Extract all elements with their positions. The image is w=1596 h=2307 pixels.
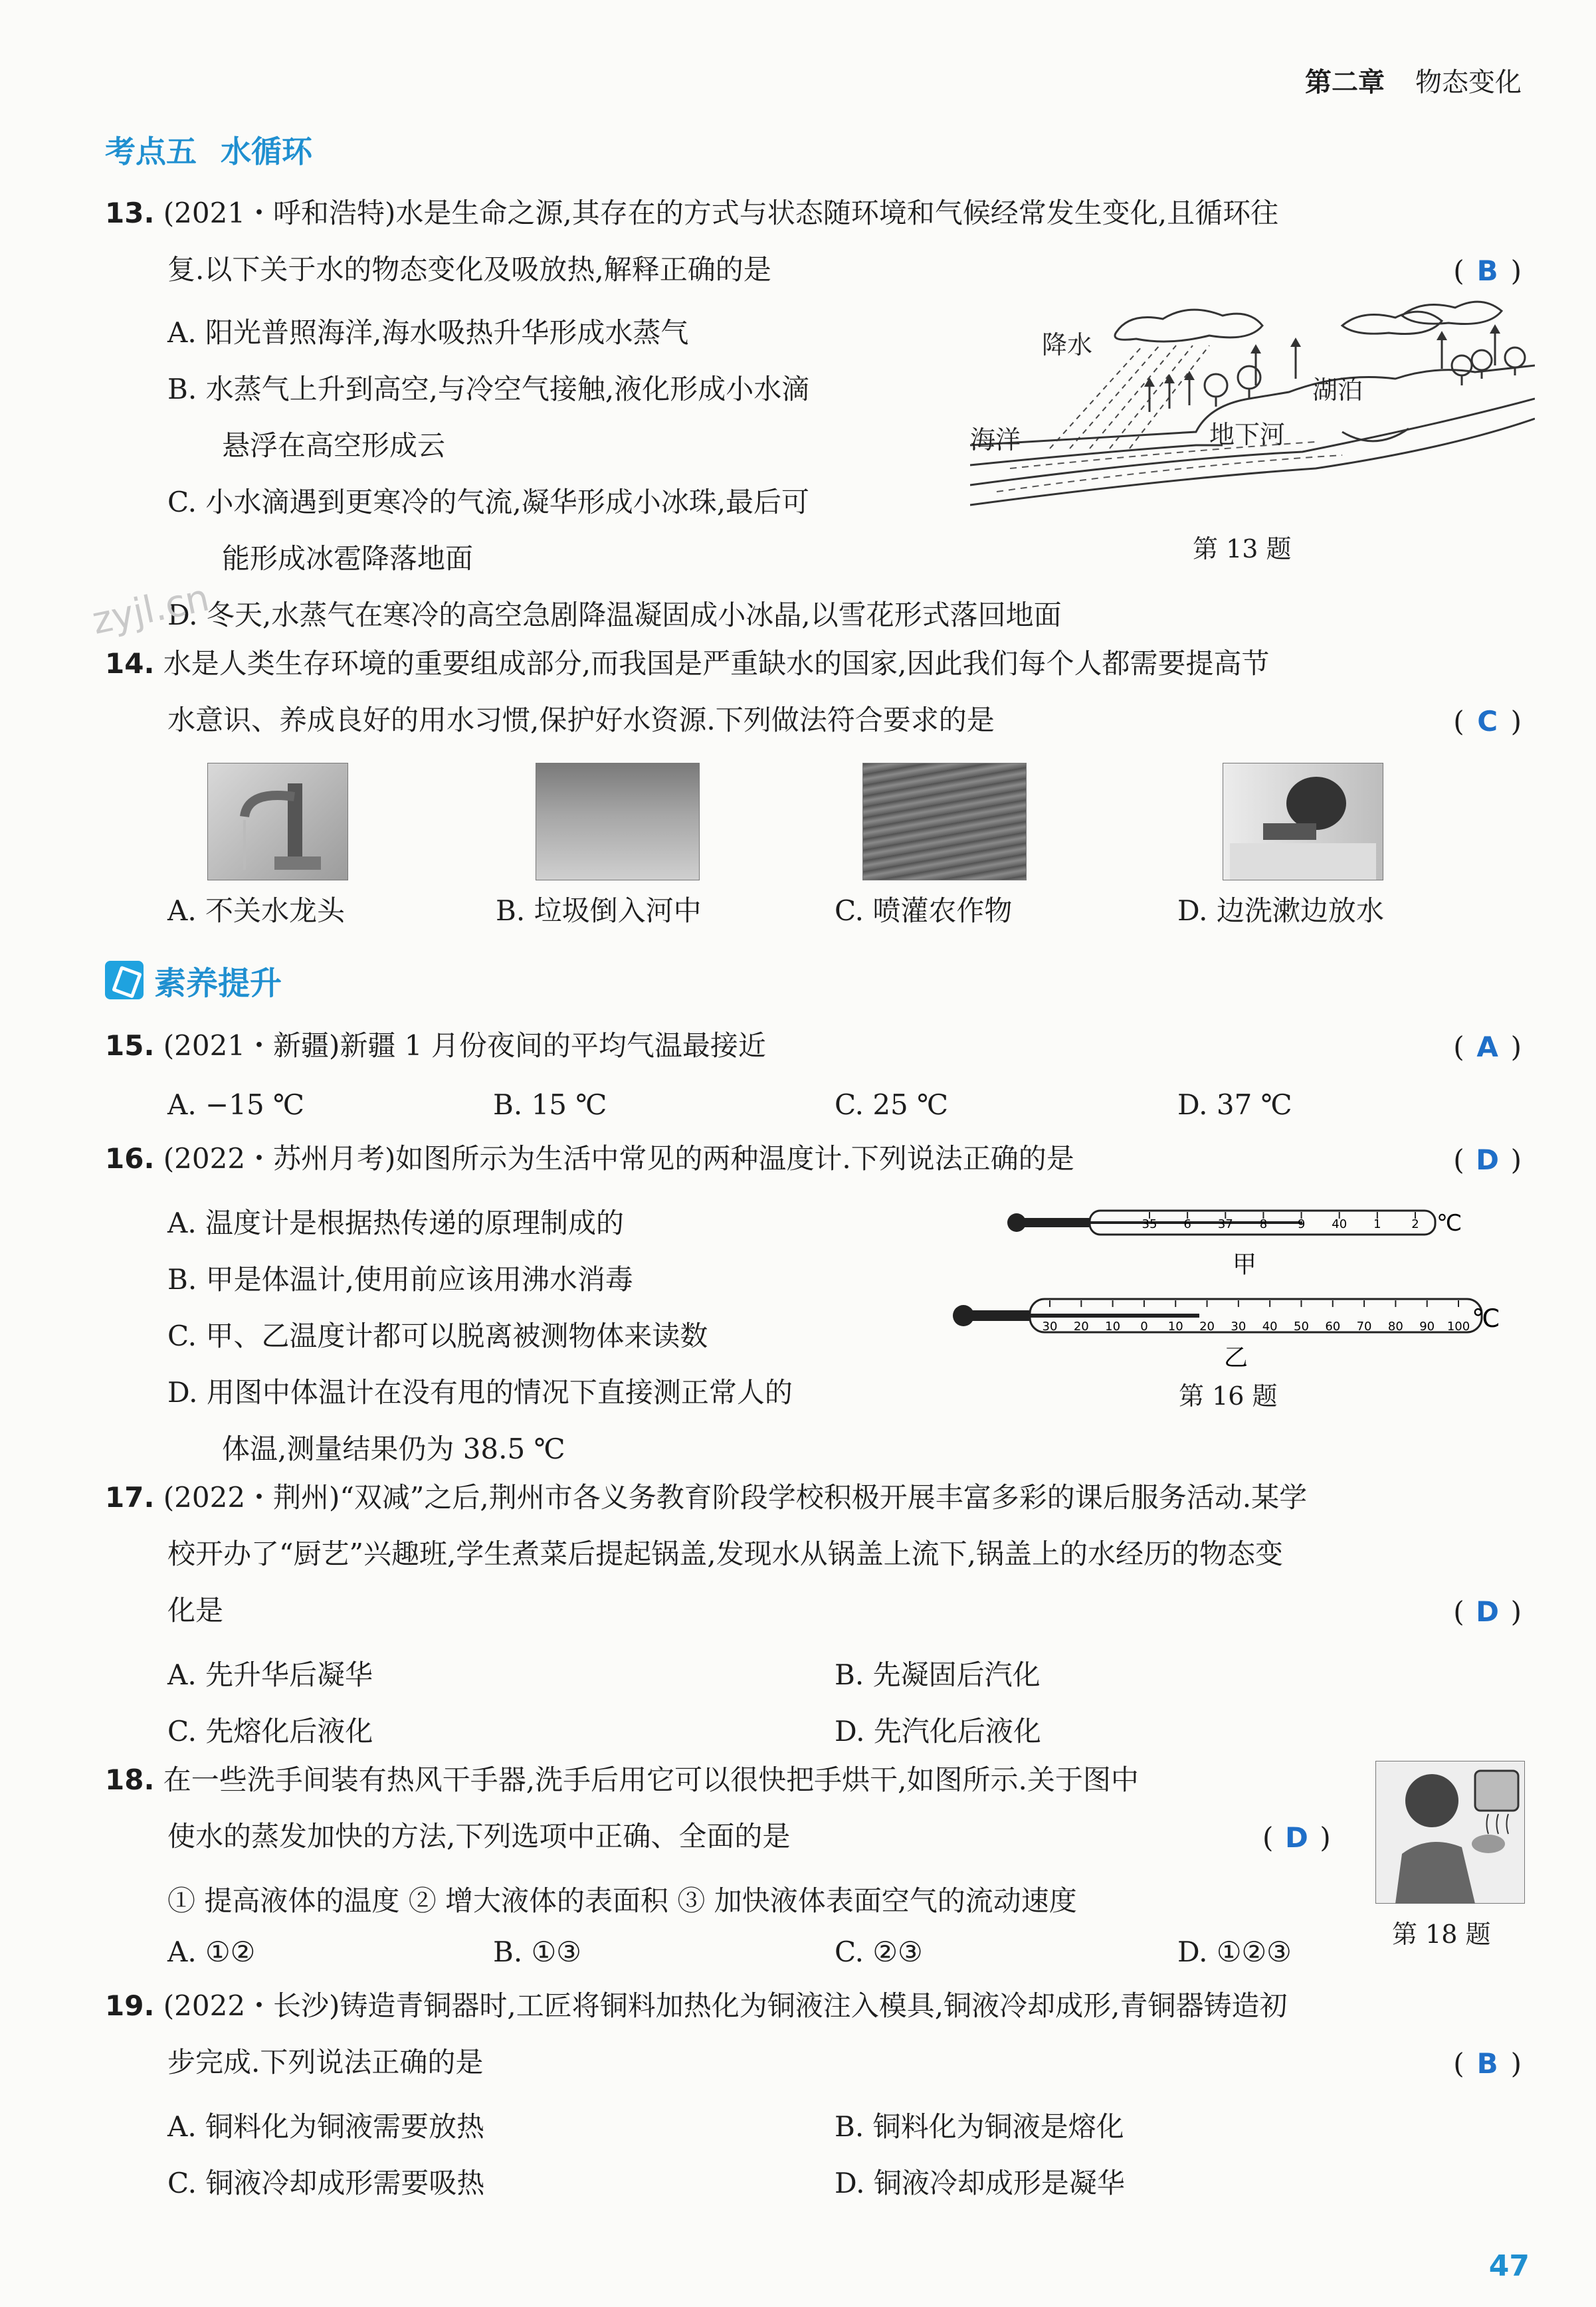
q19-option-b: B. 铜料化为铜液是熔化 bbox=[835, 2110, 1124, 2143]
q13-answer: ( B ) bbox=[1453, 254, 1522, 287]
section-title-water-cycle bbox=[105, 128, 312, 171]
q15-answer-letter: A bbox=[1476, 1031, 1498, 1063]
q14-answer-letter: C bbox=[1477, 705, 1498, 738]
q14-option-a: A. 不关水龙头 bbox=[167, 894, 346, 927]
hand-dryer-illustration bbox=[1375, 1761, 1525, 1904]
thermometer-jia bbox=[1007, 1210, 1462, 1278]
q13-option-c-cont: 能形成冰雹降落地面 bbox=[222, 542, 474, 575]
thermometer-yi bbox=[953, 1299, 1500, 1371]
thermometer-jia-tick-label: 1 bbox=[1373, 1217, 1381, 1231]
unit-yi: ℃ bbox=[1472, 1304, 1500, 1333]
q17-stem-line3: 化是 bbox=[167, 1594, 224, 1627]
photo-washing-running-water bbox=[1223, 763, 1383, 880]
q16-text: (2022・苏州月考)如图所示为生活中常见的两种温度计.下列说法正确的是 bbox=[163, 1142, 1074, 1175]
q17-text1: (2022・荆州)“双减”之后,荆州市各义务教育阶段学校积极开展丰富多彩的课后服务活动.某学 bbox=[163, 1481, 1308, 1514]
q19-option-c: C. 铜液冷却成形需要吸热 bbox=[167, 2167, 485, 2199]
thermometer-yi-tick-label: 50 bbox=[1294, 1320, 1309, 1334]
q13-option-c: C. 小水滴遇到更寒冷的气流,凝华形成小冰珠,最后可 bbox=[167, 486, 810, 518]
thermometer-jia-tick-label: 2 bbox=[1411, 1217, 1419, 1231]
q18-option-a: A. ①② bbox=[167, 1936, 256, 1968]
unit-jia: ℃ bbox=[1437, 1210, 1462, 1237]
q17-answer: ( D ) bbox=[1453, 1595, 1522, 1628]
thermometer-yi-tick-label: 20 bbox=[1073, 1320, 1089, 1334]
q13-caption: 第 13 题 bbox=[1193, 534, 1292, 563]
q19-answer: ( B ) bbox=[1453, 2047, 1522, 2080]
q18-answer-letter: D bbox=[1284, 1821, 1308, 1854]
q16-answer-letter: D bbox=[1476, 1144, 1500, 1176]
thermometer-yi-tick-label: 80 bbox=[1387, 1320, 1403, 1334]
q19-option-d: D. 铜液冷却成形是凝华 bbox=[835, 2167, 1125, 2199]
q14-text1: 水是人类生存环境的重要组成部分,而我国是严重缺水的国家,因此我们每个人都需要提高节 bbox=[163, 647, 1270, 680]
label-underground-river: 地下河 bbox=[1209, 420, 1286, 449]
q13-option-b-cont: 悬浮在高空形成云 bbox=[222, 429, 446, 462]
q16-option-d: D. 用图中体温计在没有甩的情况下直接测正常人的 bbox=[167, 1376, 793, 1409]
label-lake: 湖泊 bbox=[1312, 375, 1363, 405]
q15-number: 15. bbox=[105, 1029, 155, 1062]
watermark: zyjl.cn bbox=[88, 576, 213, 643]
section-name: 水循环 bbox=[221, 134, 312, 169]
thermometer-yi-tick-label: 0 bbox=[1140, 1320, 1148, 1334]
q14-option-c: C. 喷灌农作物 bbox=[835, 894, 1013, 927]
photo-river-garbage bbox=[536, 763, 700, 880]
label-yi: 乙 bbox=[1224, 1344, 1248, 1371]
page-header bbox=[1305, 61, 1522, 99]
q18-number: 18. bbox=[105, 1763, 155, 1796]
q14-option-b: B. 垃圾倒入河中 bbox=[496, 894, 702, 927]
q15-option-b: B. 15 ℃ bbox=[493, 1088, 607, 1121]
thermometer-jia-tick-label: 35 bbox=[1142, 1217, 1157, 1231]
q15-stem bbox=[105, 1029, 766, 1062]
q16-answer: ( D ) bbox=[1453, 1144, 1522, 1176]
q15-text: (2021・新疆)新疆 1 月份夜间的平均气温最接近 bbox=[163, 1029, 766, 1062]
thermometer-yi-tick-label: 20 bbox=[1199, 1320, 1215, 1334]
q19-stem-line1 bbox=[105, 1989, 1288, 2022]
q17-option-d: D. 先汽化后液化 bbox=[835, 1715, 1041, 1748]
q19-text1: (2022・长沙)铸造青铜器时,工匠将铜料加热化为铜液注入模具,铜液冷却成形,青铜器铸造初 bbox=[163, 1989, 1288, 2022]
chapter-title: 物态变化 bbox=[1415, 67, 1522, 98]
q14-number: 14. bbox=[105, 647, 155, 680]
q17-answer-letter: D bbox=[1476, 1595, 1500, 1628]
q18-statements: ① 提高液体的温度 ② 增大液体的表面积 ③ 加快液体表面空气的流动速度 bbox=[167, 1884, 1077, 1917]
q13-number: 13. bbox=[105, 197, 155, 229]
q14-stem-line2: 水意识、养成良好的用水习惯,保护好水资源.下列做法符合要求的是 bbox=[167, 704, 995, 736]
q18-stem-line1 bbox=[105, 1763, 1139, 1796]
q17-stem-line1 bbox=[105, 1481, 1308, 1514]
water-cycle-diagram bbox=[970, 299, 1535, 518]
q13-stem-line1 bbox=[105, 199, 1278, 227]
thermometer-yi-tick-label: 40 bbox=[1262, 1320, 1278, 1334]
page-number: 47 bbox=[1488, 2249, 1530, 2283]
thermometer-jia-tick-label: 6 bbox=[1183, 1217, 1191, 1231]
q19-answer-letter: B bbox=[1476, 2047, 1498, 2080]
q17-option-b: B. 先凝固后汽化 bbox=[835, 1658, 1041, 1691]
chapter-label: 第二章 bbox=[1305, 67, 1385, 98]
section-literacy-title: 素养提升 bbox=[154, 964, 282, 1002]
q15-answer: ( A ) bbox=[1453, 1031, 1522, 1063]
photo-sprinkler-irrigation bbox=[862, 763, 1027, 880]
q17-option-c: C. 先熔化后液化 bbox=[167, 1715, 373, 1748]
q17-stem-line2: 校开办了“厨艺”兴趣班,学生煮菜后提起锅盖,发现水从锅盖上流下,锅盖上的水经历的物态变 bbox=[167, 1538, 1283, 1570]
q14-stem-line1 bbox=[105, 647, 1270, 680]
thermometer-jia-tick-label: 37 bbox=[1217, 1217, 1233, 1231]
photo-faucet bbox=[207, 763, 348, 880]
q16-option-a: A. 温度计是根据热传递的原理制成的 bbox=[167, 1207, 625, 1239]
q14-answer: ( C ) bbox=[1453, 705, 1522, 738]
thermometer-jia-tick-label: 40 bbox=[1332, 1217, 1347, 1231]
section-number: 考点五 bbox=[105, 134, 197, 169]
q13-option-a: A. 阳光普照海洋,海水吸热升华形成水蒸气 bbox=[167, 316, 689, 349]
q18-option-c: C. ②③ bbox=[835, 1936, 923, 1968]
q17-option-a: A. 先升华后凝华 bbox=[167, 1658, 373, 1691]
thermometer-yi-tick-label: 10 bbox=[1167, 1320, 1183, 1334]
edit-icon bbox=[105, 961, 144, 999]
q13-stem-line2: 复.以下关于水的物态变化及吸放热,解释正确的是 bbox=[167, 253, 771, 286]
q18-caption: 第 18 题 bbox=[1392, 1920, 1491, 1949]
thermometer-yi-tick-label: 60 bbox=[1325, 1320, 1341, 1334]
thermometer-yi-tick-label: 70 bbox=[1356, 1320, 1372, 1334]
q19-number: 19. bbox=[105, 1989, 155, 2022]
q13-text1: (2021・呼和浩特)水是生命之源,其存在的方式与状态随环境和气候经常发生变化,且循环往 bbox=[163, 197, 1279, 229]
q18-option-b: B. ①③ bbox=[493, 1936, 581, 1968]
thermometer-yi-tick-label: 10 bbox=[1105, 1320, 1121, 1334]
label-jia: 甲 bbox=[1233, 1251, 1257, 1278]
q16-option-c: C. 甲、乙温度计都可以脱离被测物体来读数 bbox=[167, 1320, 708, 1352]
thermometer-yi-tick-label: 30 bbox=[1231, 1320, 1247, 1334]
thermometer-yi-tick-label: 100 bbox=[1446, 1320, 1470, 1334]
q15-option-c: C. 25 ℃ bbox=[835, 1088, 949, 1121]
q15-option-a: A. −15 ℃ bbox=[167, 1088, 305, 1121]
thermometer-jia-tick-label: 8 bbox=[1259, 1217, 1268, 1231]
q13-answer-letter: B bbox=[1476, 254, 1498, 287]
q18-stem-line2: 使水的蒸发加快的方法,下列选项中正确、全面的是 bbox=[167, 1820, 791, 1853]
label-ocean: 海洋 bbox=[970, 425, 1021, 454]
thermometer-yi-tick-label: 90 bbox=[1419, 1320, 1435, 1334]
q18-option-d: D. ①②③ bbox=[1177, 1936, 1292, 1968]
section-literacy-improvement bbox=[105, 957, 282, 1003]
q19-stem-line2: 步完成.下列说法正确的是 bbox=[167, 2046, 484, 2078]
q18-text1: 在一些洗手间装有热风干手器,洗手后用它可以很快把手烘干,如图所示.关于图中 bbox=[163, 1763, 1139, 1796]
q18-answer: ( D ) bbox=[1262, 1821, 1331, 1854]
q14-option-d: D. 边洗漱边放水 bbox=[1177, 894, 1384, 927]
q15-option-d: D. 37 ℃ bbox=[1177, 1088, 1292, 1121]
q13-option-d: D. 冬天,水蒸气在寒冷的高空急剧降温凝固成小冰晶,以雪花形式落回地面 bbox=[167, 599, 1062, 631]
q19-option-a: A. 铜料化为铜液需要放热 bbox=[167, 2110, 485, 2143]
q16-stem bbox=[105, 1142, 1074, 1175]
q17-number: 17. bbox=[105, 1481, 155, 1514]
thermometer-jia-tick-label: 9 bbox=[1297, 1217, 1306, 1231]
q16-number: 16. bbox=[105, 1142, 155, 1175]
q16-caption: 第 16 题 bbox=[1179, 1381, 1278, 1411]
q13-option-b: B. 水蒸气上升到高空,与冷空气接触,液化形成小水滴 bbox=[167, 373, 810, 405]
q16-option-d-cont: 体温,测量结果仍为 38.5 ℃ bbox=[222, 1433, 565, 1465]
q16-option-b: B. 甲是体温计,使用前应该用沸水消毒 bbox=[167, 1263, 633, 1296]
label-rain: 降水 bbox=[1042, 330, 1093, 359]
thermometer-yi-tick-label: 30 bbox=[1042, 1320, 1058, 1334]
